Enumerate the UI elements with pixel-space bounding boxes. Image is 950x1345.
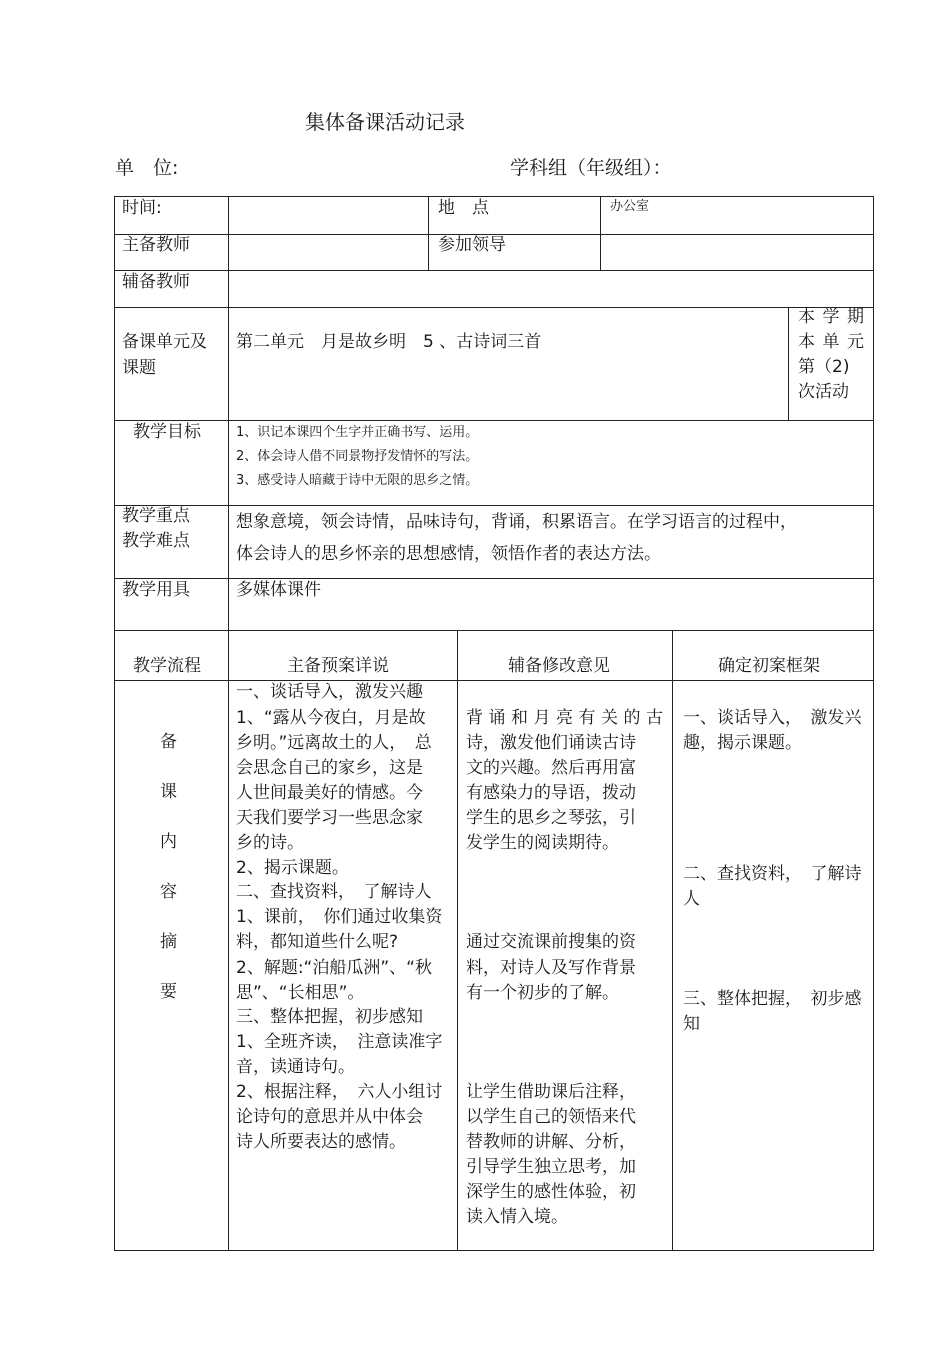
side-label-char: 容 (160, 882, 177, 902)
assist-line: 发学生的阅读期待。 (466, 833, 619, 853)
key-points-text: 体会诗人的思乡怀亲的思想感情，领悟作者的表达方法。 (236, 544, 661, 564)
plan-line: 2、解题:“泊船瓜洲”、“秋 (236, 958, 432, 978)
plan-line: 乡明。”远离故土的人， 总 (236, 733, 432, 753)
topic-label-line1: 备课单元及 (122, 332, 207, 352)
plan-line: 音，读通诗句。 (236, 1057, 355, 1077)
assist-line: 让学生借助课后注释， (466, 1082, 636, 1102)
assist-line: 诗，激发他们诵读古诗 (466, 733, 636, 753)
frame-line: 一、谈话导入， 激发兴 (683, 708, 862, 728)
subject-group-label: 学科组（年级组）： (510, 157, 672, 179)
lead-teacher-label: 主备教师 (122, 235, 190, 255)
flow-header: 确定初案框架 (718, 656, 820, 676)
session-line3: 第（2) (798, 357, 850, 377)
plan-line: 诗人所要表达的感情。 (236, 1132, 406, 1152)
assist-teacher-label: 辅备教师 (122, 272, 190, 292)
assist-line: 文的兴趣。然后再用富 (466, 758, 636, 778)
goal-item: 1、识记本课四个生字并正确书写、运用。 (236, 425, 479, 440)
tools-label: 教学用具 (122, 580, 190, 600)
page-title: 集体备课活动记录 (305, 110, 465, 134)
frame-line: 人 (683, 889, 700, 909)
goals-label: 教学目标 (133, 422, 201, 442)
assist-line: 以学生自己的领悟来代 (466, 1107, 636, 1127)
key-points-label: 教学重点 (122, 506, 190, 526)
assist-line: 深学生的感性体验，初 (466, 1182, 636, 1202)
plan-line: 2、揭示课题。 (236, 858, 349, 878)
assist-line: 有一个初步的了解。 (466, 983, 619, 1003)
frame-line: 趣，揭示课题。 (683, 733, 802, 753)
plan-line: 乡的诗。 (236, 833, 304, 853)
session-line4: 次活动 (798, 382, 849, 402)
place-value: 办公室 (610, 199, 650, 214)
plan-line: 论诗句的意思并从中体会 (236, 1107, 423, 1127)
plan-line: 1、课前， 你们通过收集资 (236, 907, 443, 927)
plan-line: 一、谈话导入，激发兴趣 (236, 682, 423, 702)
plan-line: 会思念自己的家乡，这是 (236, 758, 423, 778)
time-label: 时间: (122, 198, 162, 218)
assist-line: 引导学生独立思考，加 (466, 1157, 636, 1177)
topic-value: 第二单元 月是故乡明 5 、古诗词三首 (236, 332, 542, 352)
frame-line: 知 (683, 1014, 700, 1034)
flow-header: 主备预案详说 (287, 656, 389, 676)
leader-label: 参加领导 (438, 235, 506, 255)
plan-line: 料，都知道些什么呢? (236, 932, 399, 952)
side-label-char: 备 (160, 732, 177, 752)
side-label-char: 摘 (160, 932, 177, 952)
assist-line: 料，对诗人及写作背景 (466, 958, 636, 978)
place-label: 地 点 (438, 198, 489, 218)
plan-line: 1、全班齐读， 注意读准字 (236, 1032, 443, 1052)
difficulty-label: 教学难点 (122, 531, 190, 551)
assist-line: 读入情入境。 (466, 1207, 568, 1227)
assist-line: 替教师的讲解、分析， (466, 1132, 636, 1152)
flow-header: 辅备修改意见 (508, 656, 610, 676)
tools-value: 多媒体课件 (236, 580, 321, 600)
session-line1: 本学期 (798, 307, 864, 327)
plan-line: 天我们要学习一些思念家 (236, 808, 423, 828)
unit-label: 单 位: (115, 157, 179, 179)
plan-line: 2、根据注释， 六人小组讨 (236, 1082, 443, 1102)
side-label-char: 课 (160, 782, 177, 802)
side-label-char: 要 (160, 982, 177, 1002)
assist-line: 通过交流课前搜集的资 (466, 932, 636, 952)
topic-label-line2: 课题 (122, 358, 156, 378)
plan-line: 思”、“长相思”。 (236, 983, 365, 1003)
side-label-char: 内 (160, 832, 177, 852)
plan-line: 1、“露从今夜白，月是故 (236, 708, 426, 728)
assist-line: 有感染力的导语，拨动 (466, 783, 636, 803)
plan-line: 人世间最美好的情感。今 (236, 783, 423, 803)
goal-item: 2、体会诗人借不同景物抒发情怀的写法。 (236, 449, 479, 464)
flow-header: 教学流程 (133, 656, 201, 676)
plan-line: 二、查找资料， 了解诗人 (236, 882, 432, 902)
assist-line: 学生的思乡之琴弦，引 (466, 808, 636, 828)
key-points-text: 想象意境，领会诗情，品味诗句，背诵，积累语言。在学习语言的过程中， (236, 512, 797, 532)
frame-line: 三、整体把握， 初步感 (683, 989, 862, 1009)
session-line2: 本单元 (798, 332, 864, 352)
plan-line: 三、整体把握，初步感知 (236, 1007, 423, 1027)
frame-line: 二、查找资料， 了解诗 (683, 864, 862, 884)
assist-line: 背诵和月亮有关的古 (466, 708, 663, 728)
goal-item: 3、感受诗人暗藏于诗中无限的思乡之情。 (236, 473, 479, 488)
